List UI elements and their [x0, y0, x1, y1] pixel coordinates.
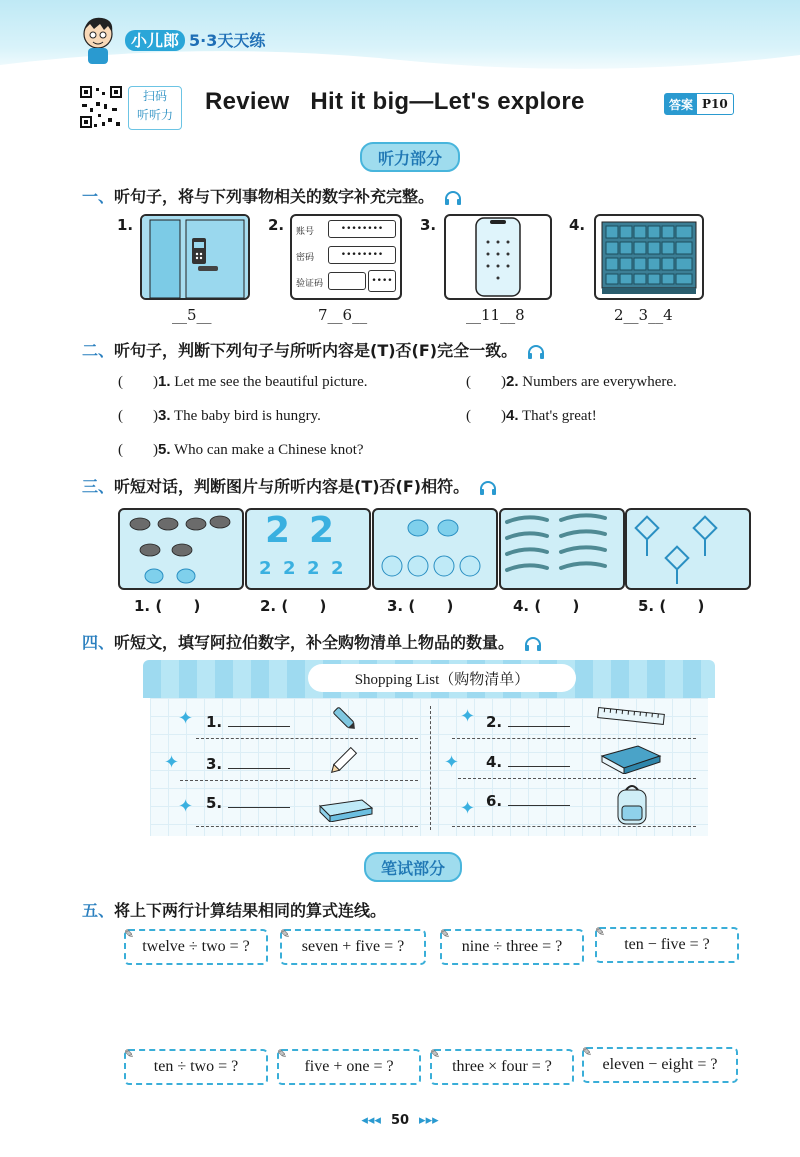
list-item-4: [486, 753, 570, 771]
statement-4-bracket[interactable]: ( ): [466, 408, 506, 424]
bottom-expression-2[interactable]: [277, 1049, 421, 1085]
top-expression-3[interactable]: [440, 929, 584, 965]
list-item-3-underline: [180, 780, 418, 781]
list-item-4-underline: [458, 778, 696, 779]
statement-3-num: 3.: [158, 407, 171, 424]
s1-item4-num: 4.: [569, 216, 586, 234]
list-item-5-underline: [196, 826, 418, 827]
s1-item3-answer: __11__8: [466, 306, 525, 324]
page-number: 50: [390, 1113, 410, 1128]
schoolbag-icon: [612, 782, 652, 826]
list-item-2-num: 2.: [486, 713, 503, 731]
top-expression-3-text: nine ÷ three = ?: [461, 938, 563, 955]
headphones-icon[interactable]: [444, 191, 462, 205]
pencil-icon: ✎: [595, 925, 606, 939]
scan-line-1: 扫码: [142, 89, 167, 103]
statement-2-text: Numbers are everywhere.: [522, 374, 677, 390]
pencil-icon: ✎: [582, 1045, 593, 1059]
statement-1-text: Let me see the beautiful picture.: [174, 374, 368, 390]
headphones-icon[interactable]: [527, 345, 545, 359]
list-item-2-underline: [452, 738, 696, 739]
phone-keypad-picture: [444, 214, 552, 300]
section4-text: 听短文，填写阿拉伯数字，补全购物清单上物品的数量。: [114, 633, 515, 652]
section2-num: 二、: [82, 341, 115, 360]
brand-logo: 小儿郎: [125, 30, 185, 51]
s1-item2-num: 2.: [268, 216, 285, 234]
pic2-small-3: 2: [307, 558, 320, 579]
list-item-4-blank[interactable]: [508, 766, 570, 767]
bottom-expression-4-text: eleven − eight = ?: [602, 1056, 718, 1073]
s1-item2-answer: 7__6__: [318, 306, 368, 324]
pic2-big-2: 2: [309, 510, 335, 551]
list-item-6-underline: [452, 826, 696, 827]
sparkle-icon: ✦: [460, 706, 476, 727]
s1-item1-num: 1.: [117, 216, 134, 234]
s1-item3-num: 3.: [420, 216, 437, 234]
ropes-picture: [499, 508, 625, 590]
pencil-icon: ✎: [430, 1047, 441, 1061]
section4-num: 四、: [82, 633, 115, 652]
answer-badge: [664, 93, 734, 115]
top-expression-1[interactable]: [124, 929, 268, 965]
list-item-1-underline: [196, 738, 418, 739]
s1-item1-answer: __5__: [172, 306, 212, 324]
login-label-captcha: 验证码: [296, 279, 324, 289]
list-item-5-num: 5.: [206, 794, 223, 812]
statement-1-bracket[interactable]: ( ): [118, 374, 158, 390]
list-item-1: [206, 713, 290, 731]
list-item-1-num: 1.: [206, 713, 223, 731]
bottom-expression-3[interactable]: [430, 1049, 574, 1085]
ruler-icon: [596, 706, 666, 726]
top-expression-4[interactable]: [595, 927, 739, 963]
sparkle-icon: ✦: [178, 708, 194, 729]
answer-page: P10: [702, 97, 728, 111]
list-item-3: [206, 755, 290, 773]
login-value-password: ••••••••: [328, 246, 396, 264]
qr-code-icon[interactable]: [78, 84, 124, 130]
sparkle-icon: ✦: [444, 752, 460, 773]
headphones-icon[interactable]: [479, 481, 497, 495]
pencil-icon: ✎: [280, 927, 291, 941]
top-expression-2-text: seven + five = ?: [301, 938, 405, 955]
mascot-icon: [78, 14, 118, 66]
pencil-icon: ✎: [124, 927, 135, 941]
birds-eggs-picture: [118, 508, 244, 590]
section2-heading: [82, 338, 545, 361]
section5-heading: [82, 898, 386, 921]
list-item-6-num: 6.: [486, 792, 503, 810]
statement-3-text: The baby bird is hungry.: [174, 408, 321, 424]
shopping-list-divider: [430, 706, 431, 830]
section1-heading: [82, 184, 462, 207]
answer-label: 答案: [665, 94, 697, 114]
statement-2-bracket[interactable]: ( ): [466, 374, 506, 390]
s1-item4-answer: 2__3__4: [614, 306, 673, 324]
pic2-small-2: 2: [283, 558, 296, 579]
door-lock-picture: [140, 214, 250, 300]
section1-text: 听句子，将与下列事物相关的数字补充完整。: [114, 187, 435, 206]
bottom-expression-2-text: five + one = ?: [304, 1058, 394, 1075]
shopping-list-title: Shopping List（购物清单）: [308, 664, 576, 692]
book-icon: [598, 742, 664, 774]
s3-label-4[interactable]: 4. ( ): [513, 597, 580, 615]
login-label-password: 密码: [296, 253, 315, 263]
top-expression-2[interactable]: [280, 929, 426, 965]
pencil-icon: [326, 744, 360, 778]
statement-2-num: 2.: [506, 373, 519, 390]
statement-1-num: 1.: [158, 373, 171, 390]
statement-1: [118, 373, 368, 391]
numbers-picture: [245, 508, 371, 590]
section3-heading: [82, 474, 497, 497]
list-item-4-num: 4.: [486, 753, 503, 771]
list-item-5: [206, 794, 290, 812]
login-value-captcha: ••••: [368, 270, 396, 292]
list-item-5-blank[interactable]: [228, 807, 290, 808]
brand: [125, 28, 265, 51]
section3-text: 听短对话，判断图片与所听内容是(T)否(F)相符。: [114, 477, 470, 496]
statement-4-num: 4.: [506, 407, 519, 424]
pic2-small-4: 2: [331, 558, 344, 579]
pen-icon: [330, 704, 360, 734]
pencil-icon: ✎: [440, 927, 451, 941]
bottom-expression-4[interactable]: [582, 1047, 738, 1083]
headphones-icon[interactable]: [524, 637, 542, 651]
pic2-big-1: 2: [265, 510, 291, 551]
list-item-3-num: 3.: [206, 755, 223, 773]
statement-5-num: 5.: [158, 441, 171, 458]
list-item-6: [486, 792, 570, 810]
pencil-icon: ✎: [124, 1047, 135, 1061]
chinese-knots-picture: [625, 508, 751, 590]
section5-num: 五、: [82, 901, 115, 920]
s3-label-2[interactable]: 2. ( ): [260, 597, 327, 615]
section1-num: 一、: [82, 187, 115, 206]
lockers-picture: [594, 214, 704, 300]
statement-5-bracket[interactable]: ( ): [118, 442, 158, 458]
scan-label: [128, 86, 182, 130]
brand-series: 5·3天天练: [189, 31, 266, 50]
section3-num: 三、: [82, 477, 115, 496]
top-expression-4-text: ten − five = ?: [624, 936, 710, 953]
login-value-account: ••••••••: [328, 220, 396, 238]
list-item-3-blank[interactable]: [228, 768, 290, 769]
sparkle-icon: ✦: [178, 796, 194, 817]
listening-section-pill: 听力部分: [360, 142, 460, 172]
next-arrows-icon: ▸▸▸: [419, 1113, 439, 1128]
s3-label-1[interactable]: 1. ( ): [134, 597, 201, 615]
scan-line-2: 听听力: [136, 108, 173, 122]
statement-5: [118, 441, 364, 459]
pencil-box-icon: [316, 796, 374, 822]
s3-label-3[interactable]: 3. ( ): [387, 597, 454, 615]
prev-arrows-icon: ◂◂◂: [361, 1113, 381, 1128]
section5-text: 将上下两行计算结果相同的算式连线。: [114, 901, 387, 920]
top-expression-1-text: twelve ÷ two = ?: [142, 938, 250, 955]
statement-5-text: Who can make a Chinese knot?: [174, 442, 364, 458]
statement-4: [466, 407, 597, 425]
login-label-account: 账号: [296, 227, 315, 237]
pencil-icon: ✎: [277, 1047, 288, 1061]
statement-3-bracket[interactable]: ( ): [118, 408, 158, 424]
statement-4-text: That's great!: [522, 408, 597, 424]
bottom-expression-1-text: ten ÷ two = ?: [153, 1058, 239, 1075]
list-item-2-blank[interactable]: [508, 726, 570, 727]
pic2-small-1: 2: [259, 558, 272, 579]
sparkle-icon: ✦: [460, 798, 476, 819]
page-title: Review Hit it big—Let's explore: [205, 88, 585, 115]
bottom-expression-3-text: three × four = ?: [452, 1058, 552, 1075]
section2-text: 听句子，判断下列句子与所听内容是(T)否(F)完全一致。: [114, 341, 518, 360]
s3-label-5[interactable]: 5. ( ): [638, 597, 705, 615]
bottom-expression-1[interactable]: [124, 1049, 268, 1085]
page-footer: [0, 1113, 800, 1128]
list-item-6-blank[interactable]: [508, 805, 570, 806]
statement-2: [466, 373, 677, 391]
statement-3: [118, 407, 321, 425]
login-form-picture: [290, 214, 402, 300]
eggs-chicks-picture: [372, 508, 498, 590]
list-item-2: [486, 713, 570, 731]
login-captcha-input: [328, 272, 366, 290]
list-item-1-blank[interactable]: [228, 726, 290, 727]
header-wave: [0, 40, 800, 90]
writing-section-pill: 笔试部分: [364, 852, 462, 882]
section4-heading: [82, 630, 542, 653]
sparkle-icon: ✦: [164, 752, 180, 773]
